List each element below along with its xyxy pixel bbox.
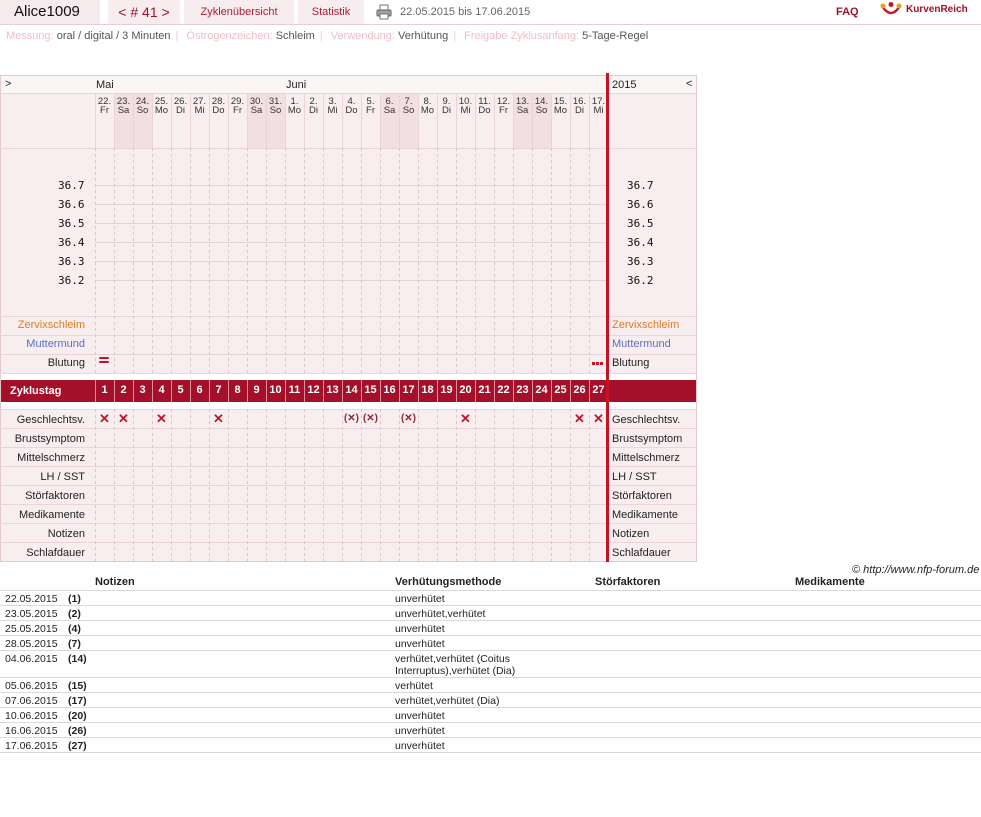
- cycle-day-number: 9: [253, 384, 260, 396]
- note-cycle-day: (20): [68, 710, 87, 722]
- notes-table-row: [0, 737, 981, 753]
- note-date: 25.05.2015: [5, 623, 58, 635]
- day-number[interactable]: 12.: [496, 96, 511, 107]
- day-number[interactable]: 23.: [116, 96, 131, 107]
- notes-table-row: [0, 722, 981, 738]
- cycle-day-number: 21: [478, 384, 491, 396]
- note-date: 23.05.2015: [5, 608, 58, 620]
- settings-summary: Messung: oral / digital / 3 Minuten | Östrogenzeichen: Schleim | Verwendung: Verhütung | Freigabe Zyklusanfang: 5-Tage-Regel: [6, 30, 649, 42]
- row-label-notes: Notizen: [47, 528, 85, 540]
- note-cycle-day: (2): [68, 608, 81, 620]
- th-method: Verhütungsmethode: [395, 576, 502, 588]
- cycle-day-number: 20: [459, 384, 472, 396]
- row-label-sleep: Schlafdauer: [26, 547, 85, 559]
- row-label-disturb: Störfaktoren: [25, 490, 85, 502]
- month-label-mai: Mai: [96, 79, 114, 91]
- cycle-day-number: 13: [326, 384, 339, 396]
- cycle-day-number: 27: [592, 384, 605, 396]
- th-meds: Medikamente: [795, 576, 865, 588]
- cycle-day-number: 19: [440, 384, 453, 396]
- day-weekday: Mi: [194, 105, 205, 116]
- credit-text: © http://www.nfp-forum.de: [852, 564, 980, 576]
- day-number[interactable]: 29.: [230, 96, 245, 107]
- cycle-day-number: 10: [269, 384, 282, 396]
- notes-table-row: [0, 692, 981, 708]
- row-label-intercourse-right: Geschlechtsv.: [612, 414, 681, 426]
- row-label-cervix-right: Zervixschleim: [612, 319, 680, 331]
- temp-tick-right: 36.3: [627, 255, 654, 268]
- day-weekday: Sa: [516, 105, 529, 116]
- notes-table-end: [0, 752, 981, 754]
- day-weekday: Mi: [593, 105, 604, 116]
- temp-tick-right: 36.2: [627, 274, 654, 287]
- day-number[interactable]: 2.: [309, 96, 318, 107]
- cycle-day-number: 26: [573, 384, 586, 396]
- intercourse-mark[interactable]: (✕): [400, 413, 417, 424]
- note-method: unverhütet: [395, 593, 445, 605]
- note-method: unverhütet: [395, 740, 445, 752]
- row-label-breast-right: Brustsymptom: [612, 433, 683, 445]
- notes-table-row: [0, 635, 981, 651]
- cycle-day-number: 14: [345, 384, 358, 396]
- intercourse-mark[interactable]: (✕): [362, 413, 379, 424]
- day-number[interactable]: 26.: [173, 96, 188, 107]
- day-weekday: Fr: [100, 105, 109, 116]
- prev-cycle-button[interactable]: <: [118, 4, 127, 20]
- tab-statistics[interactable]: Statistik: [298, 0, 364, 24]
- note-date: 10.06.2015: [5, 710, 58, 722]
- note-method: verhütet,verhütet (Dia): [395, 695, 500, 707]
- measurement-key: Messung:: [6, 30, 54, 42]
- temp-tick-left: 36.2: [58, 274, 85, 287]
- row-label-cycle-day: Zyklustag: [10, 385, 62, 397]
- row-label-notes-right: Notizen: [612, 528, 650, 540]
- note-method: verhütet: [395, 680, 433, 692]
- day-number[interactable]: 8.: [423, 96, 432, 107]
- day-weekday: Fr: [499, 105, 508, 116]
- day-weekday: So: [535, 105, 548, 116]
- day-number[interactable]: 9.: [442, 96, 451, 107]
- note-cycle-day: (27): [68, 740, 87, 752]
- logo-text[interactable]: KurvenReich: [906, 4, 968, 15]
- cycle-day-number: 12: [307, 384, 320, 396]
- temp-tick-right: 36.4: [627, 236, 654, 249]
- temp-tick-left: 36.4: [58, 236, 85, 249]
- chart-year: 2015: [612, 79, 637, 91]
- day-weekday: So: [136, 105, 149, 116]
- cycle-day-number: 11: [288, 384, 301, 396]
- row-label-disturb-right: Störfaktoren: [612, 490, 672, 502]
- notes-table-row: [0, 707, 981, 723]
- usage-key: Verwendung:: [330, 30, 395, 42]
- day-number[interactable]: 14.: [534, 96, 549, 107]
- temp-tick-left: 36.5: [58, 217, 85, 230]
- cycle-day-number: 2: [120, 384, 127, 396]
- note-date: 22.05.2015: [5, 593, 58, 605]
- release-key: Freigabe Zyklusanfang:: [464, 30, 580, 42]
- note-date: 16.06.2015: [5, 725, 58, 737]
- note-method: verhütet,verhütet (Coitus Interruptus),verhütet (Dia): [395, 653, 516, 677]
- note-date: 07.06.2015: [5, 695, 58, 707]
- day-number[interactable]: 1.: [290, 96, 299, 107]
- day-number[interactable]: 6.: [385, 96, 394, 107]
- release-value: 5-Tage-Regel: [582, 30, 649, 42]
- current-day-line: [606, 73, 609, 562]
- day-weekday: Fr: [366, 105, 375, 116]
- th-disturb: Störfaktoren: [595, 576, 661, 588]
- day-number[interactable]: 3.: [328, 96, 337, 107]
- day-weekday: Mo: [553, 105, 568, 116]
- cycle-number: # 41: [130, 4, 158, 20]
- cycle-day-number: 22: [497, 384, 510, 396]
- note-date: 28.05.2015: [5, 638, 58, 650]
- day-weekday: Mi: [460, 105, 471, 116]
- row-label-midpain: Mittelschmerz: [17, 452, 85, 464]
- day-number[interactable]: 25.: [154, 96, 169, 107]
- intercourse-mark[interactable]: ✕: [118, 411, 129, 426]
- cycle-day-number: 4: [158, 384, 165, 396]
- username: Alice1009: [0, 0, 100, 24]
- temp-tick-right: 36.6: [627, 198, 654, 211]
- intercourse-mark[interactable]: ✕: [574, 411, 585, 426]
- tab-cycle-overview[interactable]: Zyklenübersicht: [184, 0, 294, 24]
- row-label-midpain-right: Mittelschmerz: [612, 452, 680, 464]
- day-weekday: Fr: [233, 105, 242, 116]
- cycle-day-number: 18: [421, 384, 434, 396]
- estrogen-key: Östrogenzeichen:: [186, 30, 273, 42]
- day-number[interactable]: 30.: [249, 96, 264, 107]
- day-weekday: Mi: [327, 105, 338, 116]
- intercourse-mark[interactable]: (✕): [343, 413, 360, 424]
- intercourse-mark[interactable]: ✕: [460, 411, 471, 426]
- day-weekday: So: [402, 105, 415, 116]
- temp-tick-right: 36.5: [627, 217, 654, 230]
- row-label-cervix-pos: Muttermund: [26, 338, 85, 350]
- temp-tick-left: 36.3: [58, 255, 85, 268]
- day-number[interactable]: 24.: [135, 96, 150, 107]
- day-number[interactable]: 28.: [211, 96, 226, 107]
- row-label-bleeding: Blutung: [47, 357, 85, 369]
- note-date: 05.06.2015: [5, 680, 58, 692]
- note-method: unverhütet,verhütet: [395, 608, 486, 620]
- cycle-day-number: 15: [364, 384, 377, 396]
- note-cycle-day: (26): [68, 725, 87, 737]
- day-number[interactable]: 22.: [97, 96, 112, 107]
- row-label-lh-right: LH / SST: [612, 471, 657, 483]
- day-weekday: Mo: [154, 105, 169, 116]
- day-number[interactable]: 13.: [515, 96, 530, 107]
- day-weekday: Mo: [420, 105, 435, 116]
- day-number[interactable]: 16.: [572, 96, 587, 107]
- notes-table-row: [0, 620, 981, 636]
- day-weekday: Di: [176, 105, 185, 116]
- note-method: unverhütet: [395, 623, 445, 635]
- day-number[interactable]: 5.: [366, 96, 375, 107]
- note-method: unverhütet: [395, 725, 445, 737]
- note-method: unverhütet: [395, 710, 445, 722]
- day-weekday: Di: [442, 105, 451, 116]
- row-label-bleeding-right: Blutung: [612, 357, 650, 369]
- row-label-meds: Medikamente: [18, 509, 85, 521]
- bleeding-heavy-mark[interactable]: [99, 357, 109, 364]
- day-number[interactable]: 11.: [478, 96, 491, 107]
- intercourse-mark[interactable]: ✕: [156, 411, 167, 426]
- month-label-juni: Juni: [286, 79, 307, 91]
- chart-nav-next[interactable]: <: [686, 78, 693, 90]
- cycle-day-number: 8: [234, 384, 241, 396]
- cycle-day-number: 25: [554, 384, 567, 396]
- note-date: 04.06.2015: [5, 653, 58, 665]
- day-weekday: Di: [309, 105, 318, 116]
- note-cycle-day: (15): [68, 680, 87, 692]
- day-weekday: Do: [212, 105, 225, 116]
- day-number[interactable]: 4.: [347, 96, 356, 107]
- temp-tick-right: 36.7: [627, 179, 654, 192]
- separator-strip: [0, 402, 697, 409]
- notes-table-row: [0, 590, 981, 606]
- day-weekday: Di: [575, 105, 584, 116]
- cycle-day-number: 17: [402, 384, 415, 396]
- cycle-day-number: 24: [535, 384, 548, 396]
- intercourse-mark[interactable]: ✕: [593, 411, 604, 426]
- chart-nav-prev[interactable]: >: [5, 78, 12, 90]
- row-label-intercourse: Geschlechtsv.: [16, 414, 85, 426]
- day-weekday: Sa: [117, 105, 130, 116]
- measurement-value: oral / digital / 3 Minuten: [56, 30, 171, 42]
- separator-strip: [0, 373, 697, 380]
- estrogen-value: Schleim: [275, 30, 315, 42]
- day-number[interactable]: 17.: [591, 96, 606, 107]
- cycle-day-number: 5: [177, 384, 184, 396]
- note-cycle-day: (14): [68, 653, 87, 665]
- day-weekday: Sa: [383, 105, 396, 116]
- note-cycle-day: (7): [68, 638, 81, 650]
- next-cycle-button[interactable]: >: [161, 4, 170, 20]
- row-label-meds-right: Medikamente: [612, 509, 679, 521]
- row-label-cervix: Zervixschleim: [17, 319, 85, 331]
- day-number[interactable]: 7.: [404, 96, 413, 107]
- date-range: 22.05.2015 bis 17.06.2015: [400, 6, 531, 18]
- row-label-sleep-right: Schlafdauer: [612, 547, 671, 559]
- day-weekday: Do: [345, 105, 358, 116]
- faq-link[interactable]: FAQ: [836, 6, 859, 18]
- note-date: 17.06.2015: [5, 740, 58, 752]
- note-cycle-day: (17): [68, 695, 87, 707]
- cycle-day-number: 1: [101, 384, 108, 396]
- notes-table-row: [0, 605, 981, 621]
- note-method: unverhütet: [395, 638, 445, 650]
- intercourse-mark[interactable]: ✕: [99, 411, 110, 426]
- th-notes: Notizen: [95, 576, 135, 588]
- intercourse-mark[interactable]: ✕: [213, 411, 224, 426]
- day-weekday: So: [269, 105, 282, 116]
- cycle-day-number: 3: [139, 384, 146, 396]
- day-number[interactable]: 10.: [458, 96, 473, 107]
- cycle-day-number: 16: [383, 384, 396, 396]
- note-cycle-day: (4): [68, 623, 81, 635]
- temp-tick-left: 36.6: [58, 198, 85, 211]
- day-number[interactable]: 27.: [192, 96, 207, 107]
- bleeding-spotting-mark[interactable]: [592, 356, 605, 360]
- cycle-day-number: 23: [516, 384, 529, 396]
- notes-table-row: [0, 650, 981, 678]
- note-cycle-day: (1): [68, 593, 81, 605]
- day-weekday: Do: [478, 105, 491, 116]
- day-weekday: Mo: [287, 105, 302, 116]
- cycle-day-number: 6: [196, 384, 203, 396]
- day-number[interactable]: 31.: [268, 96, 283, 107]
- usage-value: Verhütung: [398, 30, 449, 42]
- day-weekday: Sa: [250, 105, 263, 116]
- day-number[interactable]: 15.: [553, 96, 568, 107]
- cycle-day-number: 7: [215, 384, 222, 396]
- row-label-breast: Brustsymptom: [14, 433, 85, 445]
- temp-tick-left: 36.7: [58, 179, 85, 192]
- row-label-cervix-pos-right: Muttermund: [612, 338, 671, 350]
- notes-table-row: [0, 677, 981, 693]
- row-label-lh: LH / SST: [40, 471, 85, 483]
